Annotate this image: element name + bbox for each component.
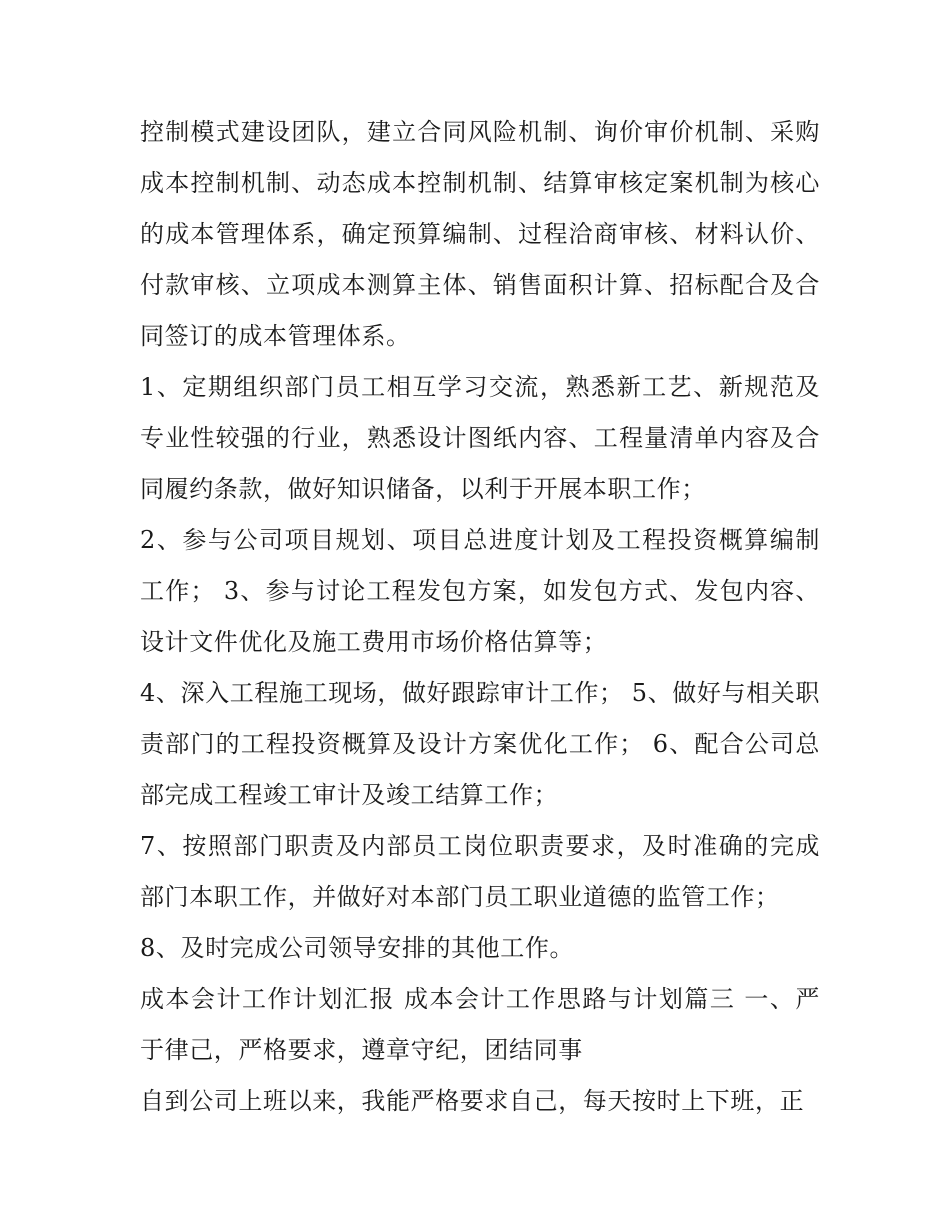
section-heading-part-three: 成本会计工作计划汇报 成本会计工作思路与计划篇三 一、严于律己，严格要求，遵章守纪，团结同事	[140, 985, 820, 1064]
paragraph-cost-management-system: 控制模式建设团队，建立合同风险机制、询价审价机制、采购成本控制机制、动态成本控制机制、结算审核定案机制为核心的成本管理体系，确定预算编制、过程洽商审核、材料认价、付款审核、立项成本测算主体、销售面积计算、招标配合及合同签订的成本管理体系。	[140, 118, 820, 350]
paragraph-item-2-3: 2、参与公司项目规划、项目总进度计划及工程投资概算编制工作； 3、参与讨论工程发包方案，如发包方式、发包内容、设计文件优化及施工费用市场价格估算等；	[140, 526, 820, 656]
paragraph-item-8: 8、及时完成公司领导安排的其他工作。	[140, 934, 575, 962]
paragraph-item-1: 1、定期组织部门员工相互学习交流，熟悉新工艺、新规范及专业性较强的行业，熟悉设计图纸内容、工程量清单内容及合同履约条款，做好知识储备，以利于开展本职工作；	[140, 373, 820, 503]
paragraph-self-discipline: 自到公司上班以来，我能严格要求自己，每天按时上下班，正	[140, 1087, 805, 1115]
paragraph-item-7: 7、按照部门职责及内部员工岗位职责要求，及时准确的完成部门本职工作，并做好对本部门员工职业道德的监管工作；	[140, 832, 820, 911]
document-body	[140, 107, 820, 1127]
paragraph-item-4-5-6: 4、深入工程施工现场，做好跟踪审计工作； 5、做好与相关职责部门的工程投资概算及设计方案优化工作； 6、配合公司总部完成工程竣工审计及竣工结算工作；	[140, 679, 820, 809]
